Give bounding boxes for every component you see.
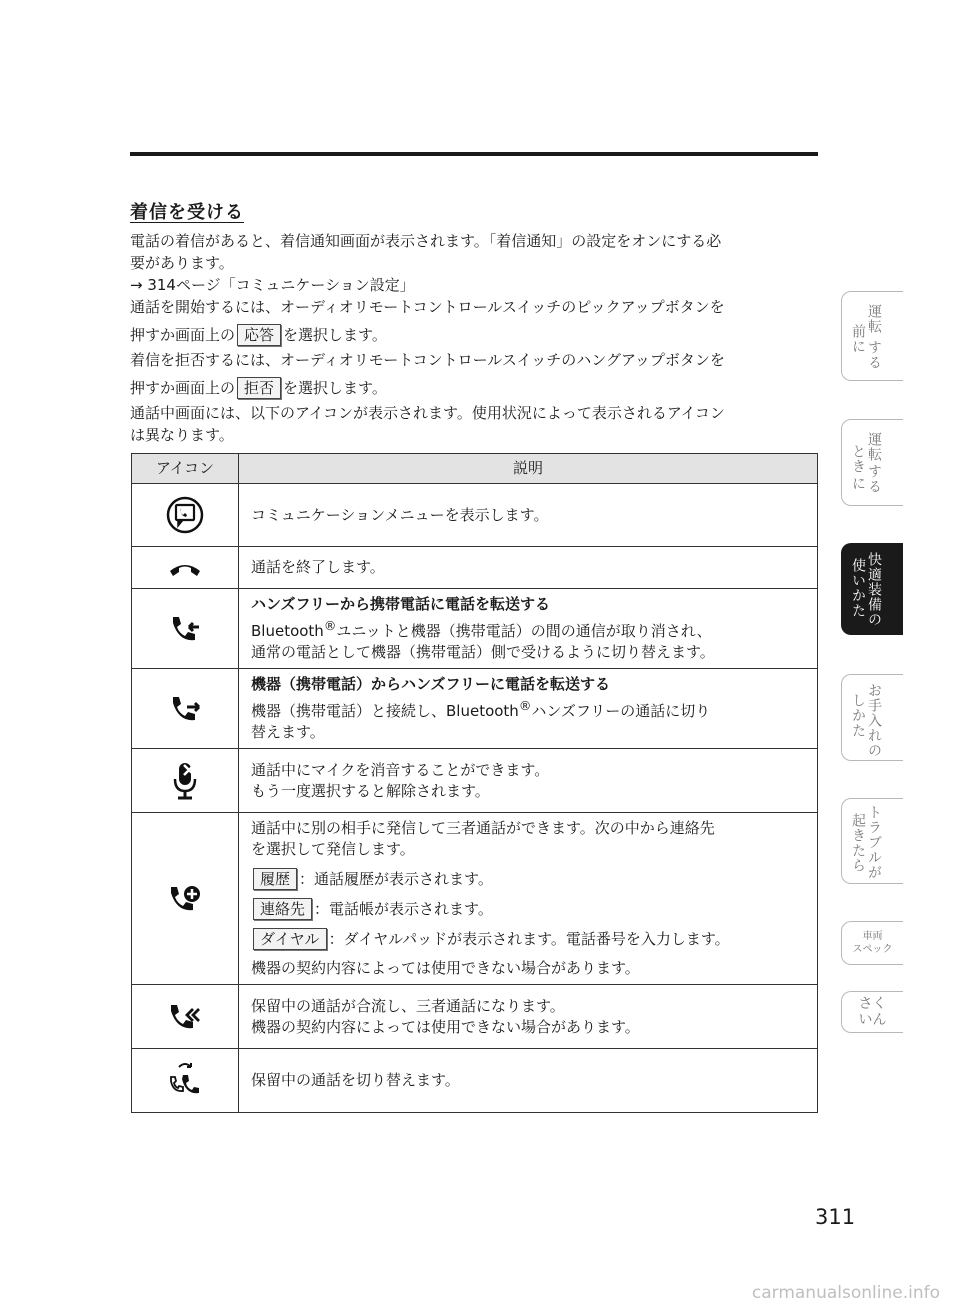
tab-label: 使いかた <box>850 558 866 618</box>
intro-line: 通話中画面には、以下のアイコンが表示されます。使用状況によって表示されるアイコン <box>130 404 725 422</box>
tab-label: スペック <box>852 944 893 955</box>
table-row <box>132 749 818 813</box>
reject-button[interactable]: 拒否 <box>237 377 281 399</box>
registered-mark: ® <box>518 698 532 713</box>
watermark: carmanualsonline.info <box>751 1283 940 1303</box>
intro-line <box>130 374 820 402</box>
row-description: 通話を終了します。 <box>239 547 818 589</box>
intro-line <box>130 321 820 349</box>
table-row <box>132 985 818 1049</box>
answer-button[interactable]: 応答 <box>237 324 281 346</box>
intro-line: → 314ページ「コミュニケーション設定」 <box>130 276 415 294</box>
row-line: 通話中にマイクを消音することができます。 <box>251 760 550 779</box>
tab-label: する <box>866 340 882 370</box>
tab-label: に <box>850 476 866 491</box>
row-fragment: Bluetooth <box>251 622 324 640</box>
option-history <box>251 868 805 890</box>
row-note: 機器の契約内容によっては使用できない場合があります。 <box>251 959 640 977</box>
tab-label: 前に <box>850 324 866 354</box>
table-row <box>132 484 818 547</box>
tab-label: しかた <box>850 693 866 738</box>
row-line: 替えます。 <box>251 723 325 741</box>
end-call-icon[interactable] <box>132 547 239 589</box>
icon-table <box>131 453 818 1113</box>
tab-label: 運転 <box>866 432 882 462</box>
tab-index[interactable] <box>841 991 903 1033</box>
merge-calls-icon[interactable] <box>132 985 239 1049</box>
intro-line: 電話の着信があると、着信通知画面が表示されます。「着信通知」の設定をオンにする必 <box>130 232 722 250</box>
row-fragment: ハンズフリーの通話に切り <box>531 702 711 720</box>
tab-label: 運転 <box>866 304 882 334</box>
dial-button[interactable]: ダイヤル <box>253 928 327 950</box>
intro-text <box>130 230 820 446</box>
swap-calls-icon[interactable] <box>132 1049 239 1113</box>
header-icon: アイコン <box>132 454 239 484</box>
row-fragment: 機器（携帯電話）と接続し、Bluetooth <box>251 702 519 720</box>
row-line: 保留中の通話が合流し、三者通話になります。 <box>251 996 565 1015</box>
intro-line: は異なります。 <box>130 426 234 444</box>
contacts-button[interactable]: 連絡先 <box>253 898 312 920</box>
table-row <box>132 1049 818 1113</box>
row-description <box>239 813 818 985</box>
transfer-to-phone-icon[interactable] <box>132 589 239 669</box>
row-description: 保留中の通話を切り替えます。 <box>239 1049 818 1113</box>
row-line <box>251 615 805 642</box>
registered-mark: ® <box>323 618 337 633</box>
tab-label: する <box>866 464 882 494</box>
page-number: 311 <box>815 1205 856 1229</box>
option-text: ：電話帳が表示されます。 <box>314 900 493 918</box>
table-row <box>132 813 818 985</box>
intro-line: 着信を拒否するには、オーディオリモートコントロールスイッチのハングアップボタンを <box>130 351 725 369</box>
row-line: 通常の電話として機器（携帯電話）側で受けるように切り替えます。 <box>251 643 715 661</box>
mute-mic-icon[interactable] <box>132 749 239 813</box>
tab-label: 快適装備の <box>866 552 882 627</box>
tab-label: 車両 <box>862 931 883 942</box>
table-row <box>132 589 818 669</box>
tab-before-driving[interactable] <box>841 291 903 381</box>
row-description: コミュニケーションメニューを表示します。 <box>239 484 818 547</box>
add-call-icon[interactable] <box>132 813 239 985</box>
tab-troubleshooting[interactable] <box>841 798 903 884</box>
tab-label: 起きたら <box>850 813 866 873</box>
table-row <box>132 669 818 749</box>
option-text: ：ダイヤルパッドが表示されます。電話番号を入力します。 <box>328 930 730 948</box>
tab-comfort-features[interactable] <box>841 543 903 635</box>
section-title: 着信を受ける <box>130 202 244 223</box>
header-rule <box>130 152 818 156</box>
tab-while-driving[interactable] <box>841 419 903 506</box>
row-heading: 機器（携帯電話）からハンズフリーに電話を転送する <box>251 675 610 693</box>
header-description: 説明 <box>239 454 818 484</box>
table-header-row <box>132 454 818 484</box>
row-line <box>251 695 805 722</box>
intro-line: 通話を開始するには、オーディオリモートコントロールスイッチのピックアップボタンを <box>130 298 725 316</box>
row-description <box>239 985 818 1049</box>
intro-fragment: 押すか画面上の <box>130 326 236 344</box>
row-heading: ハンズフリーから携帯電話に電話を転送する <box>251 595 550 613</box>
row-description <box>239 749 818 813</box>
tab-label: トラブルが <box>866 805 882 880</box>
table-row <box>132 547 818 589</box>
tab-label: とき <box>850 444 866 474</box>
intro-fragment: を選択します。 <box>283 326 387 344</box>
option-text: ：通話履歴が表示されます。 <box>299 870 493 888</box>
option-contacts <box>251 898 805 920</box>
intro-line: 要があります。 <box>130 254 234 272</box>
tab-specifications[interactable] <box>841 921 903 965</box>
transfer-to-handsfree-icon[interactable] <box>132 669 239 749</box>
history-button[interactable]: 履歴 <box>253 868 297 890</box>
row-line: 通話中に別の相手に発信して三者通話ができます。次の中から連絡先 <box>251 819 715 837</box>
tab-label: いん <box>858 1012 887 1028</box>
row-line: もう一度選択すると解除されます。 <box>251 781 490 800</box>
communication-menu-icon[interactable] <box>132 484 239 547</box>
option-dial <box>251 928 805 950</box>
intro-fragment: を選択します。 <box>283 379 387 397</box>
row-description <box>239 669 818 749</box>
row-fragment: ユニットと機器（携帯電話）の間の通信が取り消され、 <box>336 622 712 640</box>
tab-label: お手入れの <box>866 683 882 758</box>
intro-fragment: 押すか画面上の <box>130 379 236 397</box>
tab-label: さく <box>858 996 887 1012</box>
row-line: を選択して発信します。 <box>251 840 415 858</box>
row-line: 機器の契約内容によっては使用できない場合があります。 <box>251 1017 640 1036</box>
tab-maintenance[interactable] <box>841 674 903 761</box>
row-description <box>239 589 818 669</box>
